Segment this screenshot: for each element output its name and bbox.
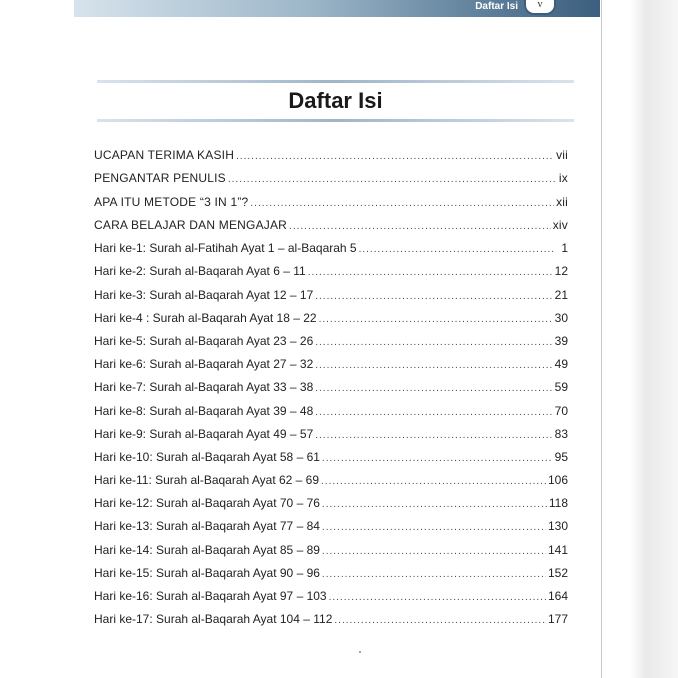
toc-entry-page: 152: [547, 565, 568, 580]
toc-dot-leader: [308, 267, 553, 278]
toc-entry-label: Hari ke-14: Surah al-Baqarah Ayat 85 – 89: [94, 542, 320, 557]
toc-entry: [94, 519, 568, 542]
toc-entry: [94, 171, 568, 194]
toc-dot-leader: [236, 151, 554, 162]
page-edge-shadow: [598, 0, 678, 678]
running-header-title: Daftar Isi: [475, 1, 518, 12]
toc-entry: [94, 496, 568, 519]
toc-entry: [94, 195, 568, 218]
toc-dot-leader: [315, 430, 552, 441]
toc-entry-label: Hari ke-16: Surah al-Baqarah Ayat 97 – 103: [94, 589, 327, 603]
toc-entry-label: Hari ke-2: Surah al-Baqarah Ayat 6 – 11: [94, 264, 306, 279]
toc-entry: [94, 241, 568, 264]
toc-dot-leader: [319, 314, 553, 325]
toc-entry-label: Hari ke-17: Surah al-Baqarah Ayat 104 – 112: [94, 612, 333, 627]
toc-entry-page: 30: [554, 310, 568, 325]
toc-dot-leader: [322, 569, 546, 580]
toc-entry-label: Hari ke-3: Surah al-Baqarah Ayat 12 – 17: [94, 287, 314, 302]
toc-dot-leader: [329, 592, 546, 603]
toc-entry-label: APA ITU METODE “3 IN 1”?: [94, 194, 249, 209]
toc-entry-label: CARA BELAJAR DAN MENGAJAR: [94, 217, 288, 232]
toc-entry-page: 177: [547, 612, 568, 627]
toc-entry-label: Hari ke-1: Surah al-Fatihah Ayat 1 – al-Baqarah 5: [94, 241, 357, 256]
toc-entry: [94, 148, 568, 171]
toc-entry-page: xii: [556, 194, 568, 209]
toc-entry: [94, 427, 568, 450]
toc-entry-page: 59: [554, 380, 568, 395]
title-rule-bottom: [97, 119, 574, 122]
toc-entry-label: Hari ke-8: Surah al-Baqarah Ayat 39 – 48: [94, 403, 314, 418]
toc-dot-leader: [315, 360, 552, 371]
toc-dot-leader: [289, 221, 551, 232]
toc-entry-label: Hari ke-10: Surah al-Baqarah Ayat 58 – 61: [94, 449, 320, 464]
toc-dot-leader: [322, 453, 553, 464]
toc-entry: [94, 450, 568, 473]
toc-entry-page: 12: [554, 264, 568, 279]
toc-dot-leader: [315, 383, 552, 394]
toc-dot-leader: [315, 291, 552, 302]
toc-entry: [94, 566, 568, 589]
toc-dot-leader: [322, 522, 546, 533]
toc-entry-page: ix: [558, 171, 568, 186]
toc-entry-page: 39: [554, 333, 568, 348]
toc-entry: [94, 380, 568, 403]
toc-entry: [94, 357, 568, 380]
toc-entry-label: Hari ke-9: Surah al-Baqarah Ayat 49 – 57: [94, 426, 314, 441]
toc-dot-leader: [315, 337, 552, 348]
toc-dot-leader: [334, 615, 546, 626]
title-rule-top: [97, 80, 574, 83]
toc-entry-label: Hari ke-11: Surah al-Baqarah Ayat 62 – 69: [94, 473, 320, 488]
toc-entry-page: 1: [561, 241, 568, 256]
toc-entry-label: UCAPAN TERIMA KASIH: [94, 148, 235, 162]
toc-dot-leader: [359, 244, 556, 255]
toc-entry-page: 118: [548, 496, 568, 511]
toc-entry: [94, 288, 568, 311]
toc-entry: [94, 404, 568, 427]
toc-entry-page: vii: [556, 148, 568, 162]
running-header: [74, 0, 600, 17]
toc-entry-page: 164: [547, 589, 568, 603]
toc-entry-page: 49: [554, 357, 568, 372]
toc-dot-leader: [322, 546, 546, 557]
toc-entry-label: Hari ke-13: Surah al-Baqarah Ayat 77 – 84: [94, 519, 320, 534]
toc-entry-label: Hari ke-4 : Surah al-Baqarah Ayat 18 – 22: [94, 310, 317, 325]
toc-dot-leader: [315, 407, 552, 418]
toc-entry-label: Hari ke-15: Surah al-Baqarah Ayat 90 – 96: [94, 565, 320, 580]
toc-entry-page: 106: [547, 473, 568, 488]
toc-entry-page: 95: [554, 449, 568, 464]
toc-entry-label: Hari ke-6: Surah al-Baqarah Ayat 27 – 32: [94, 357, 314, 372]
toc-entry-page: 21: [554, 287, 568, 302]
toc-entry-page: xiv: [552, 217, 568, 232]
toc-entry-label: Hari ke-7: Surah al-Baqarah Ayat 33 – 38: [94, 380, 314, 395]
page-number-badge: v: [524, 0, 556, 15]
toc-entry: [94, 218, 568, 241]
toc-entry-label: Hari ke-12: Surah al-Baqarah Ayat 70 – 76: [94, 496, 320, 511]
toc-entry: [94, 473, 568, 496]
toc-entry-label: PENGANTAR PENULIS: [94, 171, 226, 186]
toc-entry: [94, 264, 568, 287]
toc-dot-leader: [250, 198, 554, 209]
page-edge-line: [601, 0, 602, 678]
toc-entry: [94, 334, 568, 357]
toc-entry-page: 130: [547, 519, 568, 534]
toc-entry: [94, 311, 568, 334]
page-speck: [359, 651, 361, 653]
toc-entry-label: Hari ke-5: Surah al-Baqarah Ayat 23 – 26: [94, 333, 314, 348]
toc-entry-page: 141: [547, 542, 568, 557]
toc-entry: [94, 612, 568, 635]
toc-entry: [94, 589, 568, 612]
toc-entry-page: 70: [554, 403, 568, 418]
toc-entry-page: 83: [554, 426, 568, 441]
page-title: Daftar Isi: [288, 88, 383, 113]
toc-dot-leader: [228, 174, 556, 185]
table-of-contents: [94, 148, 568, 635]
toc-dot-leader: [321, 476, 546, 487]
toc-dot-leader: [322, 499, 547, 510]
toc-entry: [94, 543, 568, 566]
